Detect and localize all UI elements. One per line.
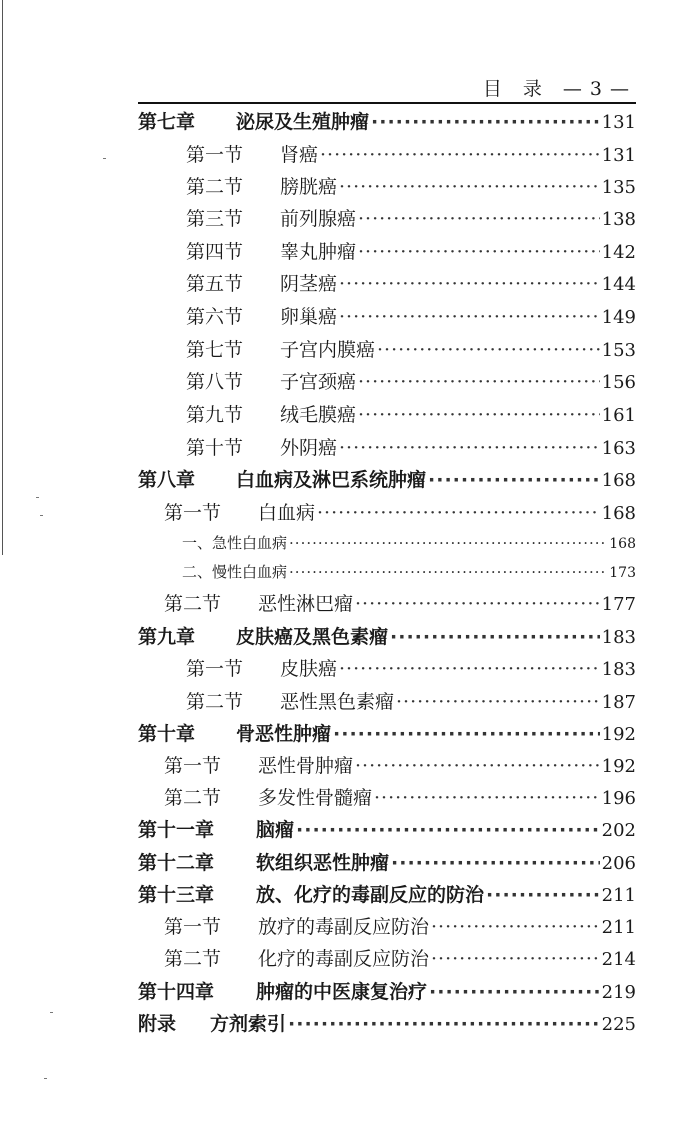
toc-title: 放疗的毒副反应防治: [258, 916, 430, 938]
toc-page-number: 144: [601, 274, 636, 295]
dot-leader: [428, 466, 600, 494]
toc-label: 第十三章: [138, 884, 215, 906]
toc-page-number: 225: [601, 1014, 636, 1035]
toc-label: 第一节: [164, 502, 222, 524]
toc-entry-chapter-8[interactable]: [138, 466, 636, 494]
toc-title: 白血病及淋巴系统肿瘤: [236, 469, 427, 491]
dot-leader: [358, 368, 600, 396]
toc-page-number: 202: [601, 820, 636, 841]
dot-leader: [358, 401, 600, 429]
toc-title: 恶性淋巴瘤: [258, 593, 354, 615]
toc-label: 第三节: [186, 208, 244, 230]
toc-title: 泌尿及生殖肿瘤: [236, 111, 370, 133]
toc-label: 第二节: [186, 691, 244, 713]
toc-entry-section[interactable]: [186, 368, 636, 396]
toc-label: 第八节: [186, 371, 244, 393]
toc-entry-section[interactable]: [186, 173, 636, 201]
dot-leader: [431, 913, 600, 941]
toc-title: 骨恶性肿瘤: [236, 723, 332, 745]
toc-entry-section[interactable]: [186, 434, 636, 462]
toc-title: 脑瘤: [256, 819, 295, 841]
toc-entry-section[interactable]: [164, 913, 636, 941]
toc-entry-section[interactable]: [186, 401, 636, 429]
dot-leader: [339, 303, 600, 331]
toc-page-number: 135: [601, 177, 636, 198]
dot-leader: [339, 173, 600, 201]
toc-page-number: 131: [601, 112, 636, 133]
toc-label: 附录: [138, 1013, 177, 1035]
dot-leader: [333, 720, 600, 748]
toc-title: 皮肤癌: [280, 658, 338, 680]
toc-entry-section[interactable]: [186, 336, 636, 364]
toc-label: 第七章: [138, 111, 196, 133]
toc-page-number: 153: [601, 340, 636, 361]
scan-speck: [50, 1012, 53, 1013]
toc-label: 第四节: [186, 241, 244, 263]
dot-leader: [317, 499, 600, 527]
toc-label: 第七节: [186, 339, 244, 361]
toc-label: 第二节: [164, 787, 222, 809]
toc-title: 慢性白血病: [212, 563, 288, 581]
toc-entry-chapter-12[interactable]: [138, 849, 636, 877]
toc-label: 第六节: [186, 306, 244, 328]
toc-page-number: 163: [601, 438, 636, 459]
toc-label: 第九节: [186, 404, 244, 426]
dot-leader: [289, 531, 607, 555]
toc-page-number: 214: [601, 949, 636, 970]
toc-page-number: 192: [601, 724, 636, 745]
toc-title: 外阴癌: [280, 437, 338, 459]
toc-label: 第十四章: [138, 981, 215, 1003]
toc-label: 第二节: [186, 176, 244, 198]
toc-title: 肾癌: [280, 144, 319, 166]
dot-leader: [320, 141, 600, 169]
header-title: 目 录 — 3 —: [482, 78, 630, 100]
toc-title: 睾丸肿瘤: [280, 241, 357, 263]
toc-page-number: 142: [601, 242, 636, 263]
toc-page-number: 168: [601, 470, 636, 491]
page-edge-line: [2, 0, 3, 555]
toc-page-number: 192: [601, 756, 636, 777]
scan-speck: [40, 515, 43, 516]
dot-leader: [358, 238, 600, 266]
toc-title: 方剂索引: [210, 1013, 287, 1035]
toc-label: 第十章: [138, 723, 196, 745]
dot-leader: [339, 434, 600, 462]
toc-entry-section[interactable]: [186, 655, 636, 683]
toc-entry-section[interactable]: [186, 270, 636, 298]
toc-title: 膀胱癌: [280, 176, 338, 198]
toc-entry-section[interactable]: [186, 205, 636, 233]
toc-page-number: 173: [609, 565, 636, 581]
dot-leader: [486, 881, 600, 909]
dot-leader: [358, 205, 600, 233]
toc-label: 二、: [182, 563, 213, 581]
toc-page-number: 149: [601, 307, 636, 328]
toc-page-number: 138: [601, 209, 636, 230]
toc-entry-chapter-13[interactable]: [138, 881, 636, 909]
toc-page-number: 187: [601, 692, 636, 713]
toc-label: 第十二章: [138, 852, 215, 874]
toc-title: 子宫颈癌: [280, 371, 357, 393]
toc-title: 化疗的毒副反应防治: [258, 948, 430, 970]
toc-page-number: 168: [601, 503, 636, 524]
toc-label: 第十节: [186, 437, 244, 459]
toc-title: 绒毛膜癌: [280, 404, 357, 426]
dot-leader: [339, 655, 600, 683]
toc-page-number: 183: [601, 627, 636, 648]
toc-page-number: 211: [601, 917, 636, 938]
toc-title: 急性白血病: [212, 534, 288, 552]
toc-title: 肿瘤的中医康复治疗: [256, 981, 428, 1003]
toc-entry-chapter-10[interactable]: [138, 720, 636, 748]
toc-page-number: 219: [601, 982, 636, 1003]
dot-leader: [355, 752, 600, 780]
toc-entry-section[interactable]: [186, 688, 636, 716]
toc-page-number: 161: [601, 405, 636, 426]
toc-entry-section[interactable]: [186, 141, 636, 169]
toc-entry-section[interactable]: [164, 590, 636, 618]
toc-entry-subsection[interactable]: [182, 560, 636, 584]
dot-leader: [390, 623, 600, 651]
toc-label: 第十一章: [138, 819, 215, 841]
dot-leader: [374, 784, 600, 812]
scan-speck: [103, 158, 106, 159]
toc-label: 第八章: [138, 469, 196, 491]
toc-entry-appendix[interactable]: [138, 1010, 636, 1038]
toc-title: 子宫内膜癌: [280, 339, 376, 361]
toc-entry-section[interactable]: [186, 238, 636, 266]
toc-entry-section[interactable]: [164, 499, 636, 527]
toc-entry-section[interactable]: [164, 945, 636, 973]
dot-leader: [391, 849, 600, 877]
toc-label: 第一节: [186, 144, 244, 166]
dot-leader: [289, 560, 607, 584]
toc-label: 一、: [182, 534, 213, 552]
toc-label: 第一节: [186, 658, 244, 680]
dot-leader: [429, 978, 600, 1006]
toc-entry-chapter-11[interactable]: [138, 816, 636, 844]
toc-title: 阴茎癌: [280, 273, 338, 295]
toc-entry-section[interactable]: [164, 784, 636, 812]
dot-leader: [339, 270, 600, 298]
toc-page-number: 211: [601, 885, 636, 906]
dot-leader: [431, 945, 600, 973]
toc-label: 第一节: [164, 755, 222, 777]
toc-page-number: 156: [601, 372, 636, 393]
dot-leader: [396, 688, 600, 716]
toc-label: 第二节: [164, 593, 222, 615]
toc-label: 第二节: [164, 948, 222, 970]
toc-title: 前列腺癌: [280, 208, 357, 230]
toc-title: 放、化疗的毒副反应的防治: [256, 884, 485, 906]
toc-entry-chapter-14[interactable]: [138, 978, 636, 1006]
scan-speck: [44, 1078, 47, 1079]
toc-page-number: 168: [609, 536, 636, 552]
toc-title: 多发性骨髓瘤: [258, 787, 373, 809]
toc-page-number: 206: [601, 853, 636, 874]
toc-entry-chapter-7[interactable]: [138, 108, 636, 136]
toc-page-number: 177: [601, 594, 636, 615]
dot-leader: [377, 336, 600, 364]
toc-label: 第一节: [164, 916, 222, 938]
scan-speck: [36, 497, 39, 498]
dot-leader: [355, 590, 600, 618]
toc-title: 恶性黑色素瘤: [280, 691, 395, 713]
toc-label: 第九章: [138, 626, 196, 648]
toc-title: 皮肤癌及黑色素瘤: [236, 626, 389, 648]
toc-title: 白血病: [258, 502, 316, 524]
dot-leader: [371, 108, 600, 136]
toc-page-number: 196: [601, 788, 636, 809]
toc-entry-subsection[interactable]: [182, 531, 636, 555]
toc-entry-section[interactable]: [164, 752, 636, 780]
dot-leader: [288, 1010, 600, 1038]
toc-title: 软组织恶性肿瘤: [256, 852, 390, 874]
running-header: [138, 72, 636, 104]
toc-label: 第五节: [186, 273, 244, 295]
dot-leader: [296, 816, 600, 844]
toc-title: 恶性骨肿瘤: [258, 755, 354, 777]
toc-entry-chapter-9[interactable]: [138, 623, 636, 651]
toc-page-number: 131: [601, 145, 636, 166]
toc-page-number: 183: [601, 659, 636, 680]
toc-title: 卵巢癌: [280, 306, 338, 328]
toc-entry-section[interactable]: [186, 303, 636, 331]
